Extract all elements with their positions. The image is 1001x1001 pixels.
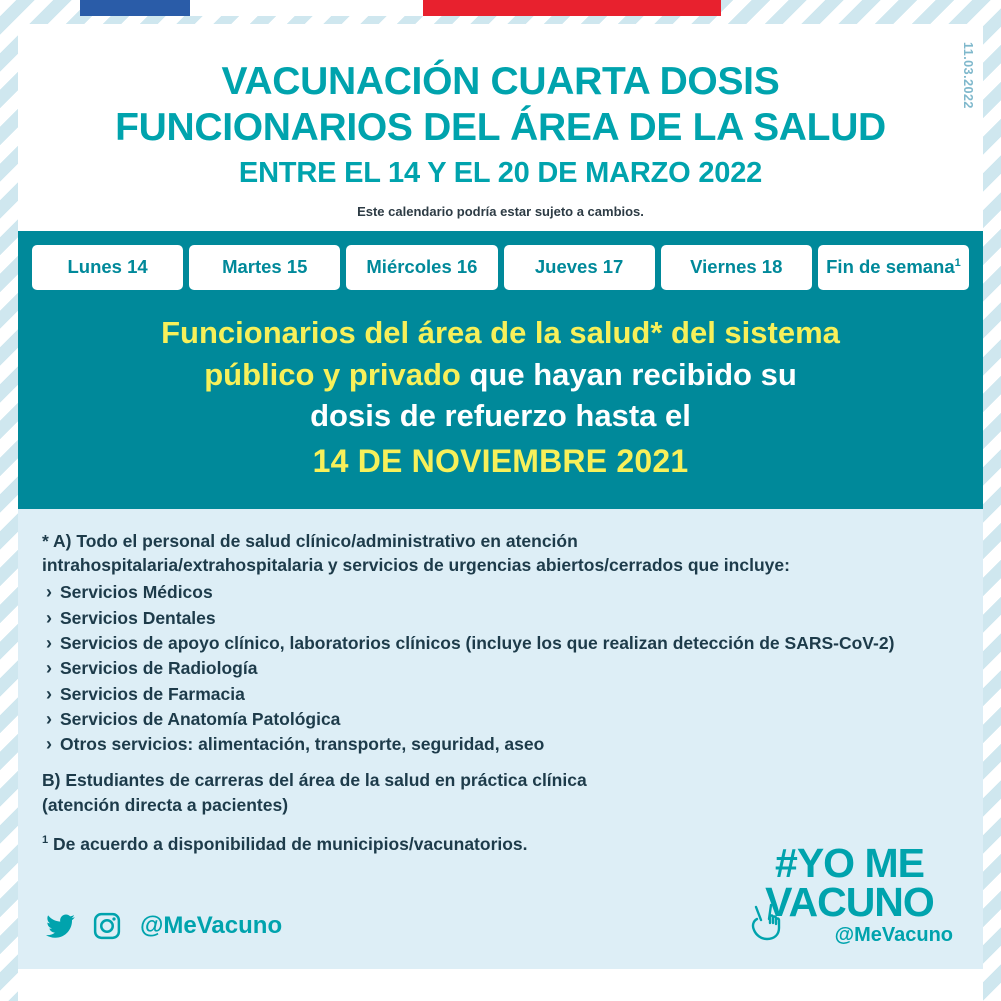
message-part1: Funcionarios del área de la salud* del sistema xyxy=(161,315,840,351)
page-title-line2: FUNCIONARIOS DEL ÁREA DE LA SALUD xyxy=(115,105,886,149)
message-bigdate: 14 DE NOVIEMBRE 2021 xyxy=(312,443,689,479)
day-label: Fin de semana xyxy=(826,256,955,278)
footer-line-a2: intrahospitalaria/extrahospitalaria y servicios de urgencias abiertos/cerrados que incluye: xyxy=(42,555,790,576)
day-cell-viernes[interactable] xyxy=(661,245,812,290)
day-label: Lunes 14 xyxy=(67,256,148,278)
social-row xyxy=(44,911,282,941)
footer-line-a1: * A) Todo el personal de salud clínico/administrativo en atención xyxy=(42,530,578,551)
poster-footer xyxy=(18,509,983,969)
list-item: › Servicios de Radiología xyxy=(42,656,959,681)
footnote-marker: 1 xyxy=(42,833,49,846)
list-item: › Servicios Dentales xyxy=(42,606,959,631)
flag-segment-red xyxy=(423,0,721,16)
logo-handle: @MeVacuno xyxy=(834,924,953,946)
flag-bar xyxy=(80,0,721,16)
page-subtitle: ENTRE EL 14 Y EL 20 DE MARZO 2022 xyxy=(238,157,763,190)
list-item: › Servicios de Farmacia xyxy=(42,682,959,707)
message-part4: dosis de refuerzo hasta el xyxy=(310,397,691,433)
list-item: › Servicios de Anatomía Patológica xyxy=(42,707,959,732)
page-title-line1: VACUNACIÓN CUARTA DOSIS xyxy=(221,60,780,103)
poster-card xyxy=(18,24,983,969)
flag-segment-white xyxy=(190,0,423,16)
message-part2: público y privado xyxy=(204,356,461,392)
day-label: Martes 15 xyxy=(222,256,308,278)
page-note: Este calendario podría estar sujeto a cambios. xyxy=(357,204,644,220)
day-label: Jueves 17 xyxy=(534,256,624,278)
day-label: Viernes 18 xyxy=(690,256,783,278)
instagram-icon[interactable] xyxy=(90,911,124,941)
footer-line-b2: (atención directa a pacientes) xyxy=(42,794,289,815)
list-item: › Servicios de apoyo clínico, laboratorios clínicos (incluye los que realizan detección de SARS-CoV-2) xyxy=(42,631,959,656)
logo-line2: VACUNO xyxy=(765,879,934,926)
list-item: › Servicios Médicos xyxy=(42,580,959,605)
day-cell-jueves[interactable] xyxy=(504,245,655,290)
yo-me-vacuno-logo xyxy=(742,840,957,947)
date-stamp: 11.03.2022 xyxy=(961,42,975,109)
message-part3: que hayan recibido su xyxy=(460,356,797,392)
schedule-band xyxy=(18,231,983,508)
list-item: › Otros servicios: alimentación, transporte, seguridad, aseo xyxy=(42,732,959,757)
footnote-text: De acuerdo a disponibilidad de municipios/vacunatorios. xyxy=(48,833,528,854)
services-list xyxy=(42,580,959,758)
day-cell-lunes[interactable] xyxy=(32,245,183,290)
bottom-strip xyxy=(18,969,983,1001)
eligibility-message xyxy=(32,312,969,482)
day-cell-miercoles[interactable] xyxy=(346,245,497,290)
day-cell-martes[interactable] xyxy=(189,245,340,290)
social-handle: @MeVacuno xyxy=(140,912,283,939)
days-row xyxy=(32,245,969,290)
footer-line-b1: B) Estudiantes de carreras del área de la salud en práctica clínica xyxy=(42,769,587,790)
twitter-icon[interactable] xyxy=(44,911,78,941)
flag-segment-blue xyxy=(80,0,190,16)
poster-header xyxy=(18,24,983,231)
logo-line1: #YO ME xyxy=(775,840,924,887)
victory-hand-icon xyxy=(748,898,794,947)
day-cell-fin-de-semana[interactable] xyxy=(818,245,969,290)
day-footnote-marker: 1 xyxy=(954,257,961,270)
day-label: Miércoles 16 xyxy=(366,256,478,278)
